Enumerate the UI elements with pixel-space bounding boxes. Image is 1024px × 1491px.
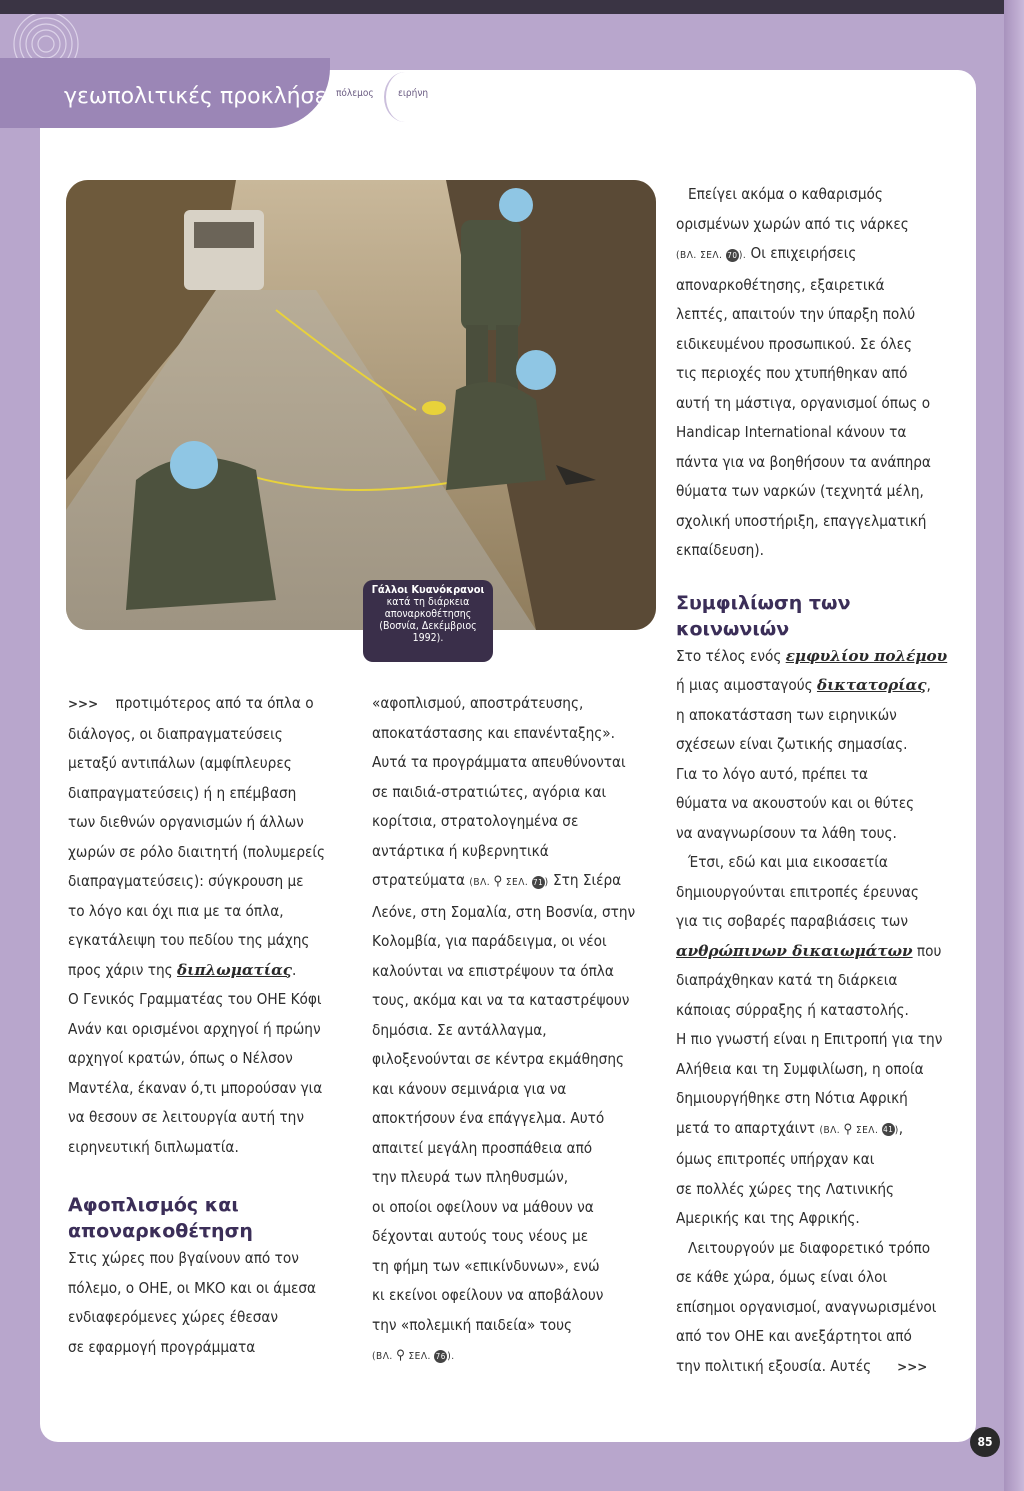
- ref-label: ΒΛ.: [473, 877, 491, 888]
- glossary-term-link[interactable]: διπλωματίας: [177, 960, 293, 979]
- ref-label: ΒΛ.: [376, 1351, 393, 1362]
- text-line: κι εκείνοι οφείλουν να αποβάλουν: [372, 1286, 604, 1304]
- text-line: αποκατάστασης και επανένταξης».: [372, 723, 615, 742]
- glossary-term-link[interactable]: ανθρώπινων δικαιωμάτων: [676, 941, 913, 960]
- text-fragment: Στο τέλος ενός: [676, 646, 786, 665]
- text-line: οι οποίοι οφείλουν να μάθουν να: [372, 1197, 594, 1216]
- magnifier-icon: ⚲: [396, 1348, 406, 1363]
- text-line: θύματα να ακουστούν και οι θύτες: [676, 794, 915, 812]
- page-reference-link[interactable]: (ΒΛ. ⚲ ΣΕΛ. 41): [819, 1121, 899, 1137]
- text-line: από τον ΟΗΕ και ανεξάρτητοι από: [676, 1327, 912, 1345]
- caption-line: (Βοσνία, Δεκέμβριος: [379, 620, 477, 632]
- text-line: να θεσουν σε λειτουργία αυτή την: [68, 1108, 304, 1126]
- text-line: θύματα των ναρκών (τεχνητά μέλη,: [676, 482, 924, 500]
- text-line: Ο Γενικός Γραμματέας του ΟΗΕ Κόφι: [68, 990, 322, 1008]
- text-line: σε πολλές χώρες της Λατινικής: [676, 1179, 895, 1198]
- text-line: μεταξύ αντιπάλων (αμφίπλευρες: [68, 754, 292, 772]
- caption-line: 1992).: [412, 632, 444, 644]
- text-line: τις περιοχές που χτυπήθηκαν από: [676, 364, 908, 382]
- text-line: δημόσια. Σε αντάλλαγμα,: [372, 1020, 547, 1039]
- page-reference-link[interactable]: (ΒΛ. ⚲ ΣΕΛ. 76).: [372, 1348, 455, 1363]
- text-line: Στις χώρες που βγαίνουν από τον: [68, 1249, 299, 1267]
- text-line: απαιτεί μεγάλη προσπάθεια από: [372, 1138, 593, 1157]
- text-fragment: προς χάριν της: [68, 960, 178, 979]
- ref-page-label: ΣΕΛ.: [855, 1124, 879, 1136]
- text-fragment: .: [292, 960, 297, 979]
- glossary-term-link[interactable]: εμφυλίου πολέμου: [785, 646, 948, 665]
- text-fragment: ή μιας αιμοσταγούς: [676, 676, 817, 694]
- text-line: σε εφαρμογή προγράμματα: [68, 1337, 256, 1356]
- text-line: διαπραγματεύσεις) ή η επέμβαση: [68, 783, 297, 802]
- text-line: δημιουργήθηκε στη Νότια Αφρική: [676, 1089, 908, 1107]
- text-line: Handicap International κάνουν τα: [676, 423, 907, 441]
- text-line: την «πολεμική παιδεία» τους: [372, 1315, 573, 1334]
- text-line: κορίτσια, στρατολογημένα σε: [372, 812, 579, 830]
- text-line: πάντα για να βοηθήσουν τα ανάπηρα: [676, 452, 931, 471]
- text-line: ορισμένων χωρών από τις νάρκες: [676, 214, 909, 233]
- section-heading-reconciliation: Συμφιλίωση των κοινωνιών: [676, 591, 851, 640]
- text-line: όμως επιτροπές υπήρχαν και: [676, 1150, 875, 1168]
- text-line: Έτσι, εδώ και μια εικοσαετία: [688, 853, 888, 871]
- page-edge-right: [1004, 0, 1024, 1491]
- ref-label: ΒΛ.: [680, 250, 697, 261]
- text-line: να αναγνωρίσουν τα λάθη τους.: [676, 823, 897, 842]
- text-fragment: την πολιτική εξουσία. Αυτές: [676, 1356, 872, 1375]
- text-line: αποκτήσουν ένα επάγγελμα. Αυτό: [372, 1109, 605, 1127]
- ref-page-number: 71: [533, 877, 544, 887]
- photo-caption: [363, 580, 493, 662]
- text-line: διαπραγματεύσεις): σύγκρουση με: [68, 872, 304, 890]
- text-line: διάλογος, οι διαπραγματεύσεις: [68, 724, 283, 743]
- magnifier-icon: ⚲: [493, 874, 503, 889]
- text-line: αποναρκοθέτησης, εξαιρετικά: [676, 275, 885, 294]
- text-line: σχέσεων είναι ζωτικής σημασίας.: [676, 735, 908, 753]
- text-line: διαπράχθηκαν κατά τη διάρκεια: [676, 971, 898, 989]
- text-line: «αφοπλισμού, αποστράτευσης,: [372, 694, 584, 712]
- text-line: τη φήμη των «επικίνδυνων», ενώ: [372, 1256, 600, 1275]
- text-fragment: στρατεύματα: [372, 871, 470, 889]
- text-fragment: μετά το απαρτχάιντ: [676, 1118, 820, 1137]
- text-line: την πλευρά των πληθυσμών,: [372, 1168, 569, 1186]
- continued-from-marker: >>>: [68, 697, 99, 711]
- text-line: σε παιδιά-στρατιώτες, αγόρια και: [372, 782, 607, 801]
- text-line: λεπτές, απαιτούν την ύπαρξη πολύ: [676, 305, 916, 323]
- text-fragment: Οι επιχειρήσεις: [746, 244, 857, 262]
- text-fragment: ,: [926, 676, 931, 694]
- text-line: σχολική υποστήριξη, επαγγελματική: [676, 511, 927, 530]
- section-heading-disarmament: Αφοπλισμός και: [68, 1194, 239, 1216]
- caption-title: Γάλλοι Κυανόκρανοι: [371, 583, 485, 596]
- text-line: Αμερικής και της Αφρικής.: [676, 1209, 860, 1227]
- text-line: η αποκατάσταση των ειρηνικών: [676, 705, 897, 724]
- magnifier-icon: ⚲: [843, 1121, 853, 1137]
- left-column: [68, 689, 358, 1362]
- text-line: αρχηγοί κρατών, όπως ο Νέλσον: [68, 1049, 293, 1067]
- section-heading-demining: αποναρκοθέτηση: [68, 1220, 253, 1242]
- ref-page-number: 70: [727, 250, 738, 260]
- continued-marker[interactable]: >>>: [897, 1359, 928, 1374]
- text-line: κάποιας σύρραξης ή καταστολής.: [676, 1000, 909, 1019]
- caption-line: αποναρκοθέτησης: [384, 608, 472, 620]
- text-line: φιλοξενούνται σε κέντρα εκμάθησης: [372, 1050, 624, 1068]
- photo-deminers: [66, 180, 656, 630]
- text-line: αντάρτικα ή κυβερνητικά: [372, 841, 549, 860]
- text-line: τους, ακόμα και να τα καταστρέψουν: [372, 991, 630, 1009]
- text-line: αυτή τη μάστιγα, οργανισμοί όπως ο: [676, 393, 931, 412]
- ref-page-label: ΣΕΛ.: [700, 250, 723, 261]
- text-line: Για το λόγο αυτό, πρέπει τα: [676, 764, 868, 783]
- glossary-term-link[interactable]: δικτατορίας: [816, 676, 927, 694]
- text-line: Η πιο γνωστή είναι η Επιτροπή για την: [676, 1030, 943, 1048]
- text-line: Λειτουργούν με διαφορετικό τρόπο: [688, 1238, 931, 1257]
- text-line: ενδιαφερόμενες χώρες έθεσαν: [68, 1308, 279, 1326]
- tab-war: πόλεμος: [336, 88, 374, 99]
- text-line: το λόγο και όχι πια με τα όπλα,: [68, 901, 284, 920]
- text-line: των διεθνών οργανισμών ή άλλων: [68, 813, 304, 831]
- page-reference-link[interactable]: (ΒΛ. ΣΕΛ. 70).: [676, 250, 747, 261]
- text-line: σε κάθε χώρα, όμως είναι όλοι: [676, 1268, 888, 1286]
- text-line: προτιμότερος από τα όπλα ο: [115, 694, 314, 712]
- text-fragment: ,: [898, 1118, 904, 1137]
- ref-page-label: ΣΕΛ.: [505, 877, 529, 888]
- text-line: ειδικευμένου προσωπικού. Σε όλες: [676, 334, 913, 353]
- caption-line: κατά τη διάρκεια: [386, 596, 470, 608]
- middle-column: [372, 689, 662, 1372]
- right-column: [676, 180, 966, 1382]
- text-fragment: Στη Σιέρα: [548, 871, 622, 889]
- text-line: Κολομβία, για παράδειγμα, οι νέοι: [372, 932, 607, 950]
- text-line: εγκατάλειψη του πεδίου της μάχης: [68, 931, 310, 949]
- text-line: για τις σοβαρές παραβιάσεις των: [676, 912, 909, 930]
- ref-page-label: ΣΕΛ.: [408, 1351, 431, 1362]
- text-line: και κάνουν σεμινάρια για να: [372, 1079, 567, 1098]
- page-edge-top: [0, 0, 1024, 14]
- page-reference-link[interactable]: (ΒΛ. ⚲ ΣΕΛ. 71): [469, 874, 549, 889]
- ref-label: ΒΛ.: [823, 1124, 841, 1136]
- text-line: δέχονται αυτούς τους νέους με: [372, 1227, 589, 1245]
- ref-page-number: 41: [883, 1125, 894, 1134]
- text-line: ειρηνευτική διπλωματία.: [68, 1137, 239, 1156]
- text-line: καλούνται να επιστρέψουν τα όπλα: [372, 961, 614, 980]
- text-line: επίσημοι οργανισμοί, αναγνωρισμένοι: [676, 1297, 937, 1316]
- text-line: Αλήθεια και τη Συμφιλίωση, η οποία: [676, 1059, 924, 1078]
- text-line: Επείγει ακόμα ο καθαρισμός: [688, 185, 883, 203]
- text-fragment: που: [912, 941, 942, 960]
- text-line: πόλεμο, ο ΟΗΕ, οι ΜΚΟ και οι άμεσα: [68, 1278, 317, 1297]
- section-title: γεωπολιτικές προκλήσεις: [64, 84, 347, 109]
- ref-page-number: 76: [435, 1351, 446, 1361]
- text-line: Λεόνε, στη Σομαλία, στη Βοσνία, στην: [372, 902, 636, 921]
- text-line: εκπαίδευση).: [676, 541, 764, 559]
- text-line: Μαντέλα, έκαναν ό,τι μπορούσαν για: [68, 1078, 323, 1097]
- text-line: δημιουργούνται επιτροπές έρευνας: [676, 882, 919, 901]
- text-line: χωρών σε ρόλο διαιτητή (πολυμερείς: [68, 842, 326, 861]
- text-line: Αυτά τα προγράμματα απευθύνονται: [372, 753, 626, 771]
- page-number: 85: [970, 1427, 1000, 1457]
- tab-peace: ειρήνη: [398, 88, 429, 99]
- text-line: Ανάν και ορισμένοι αρχηγοί ή πρώην: [68, 1019, 321, 1038]
